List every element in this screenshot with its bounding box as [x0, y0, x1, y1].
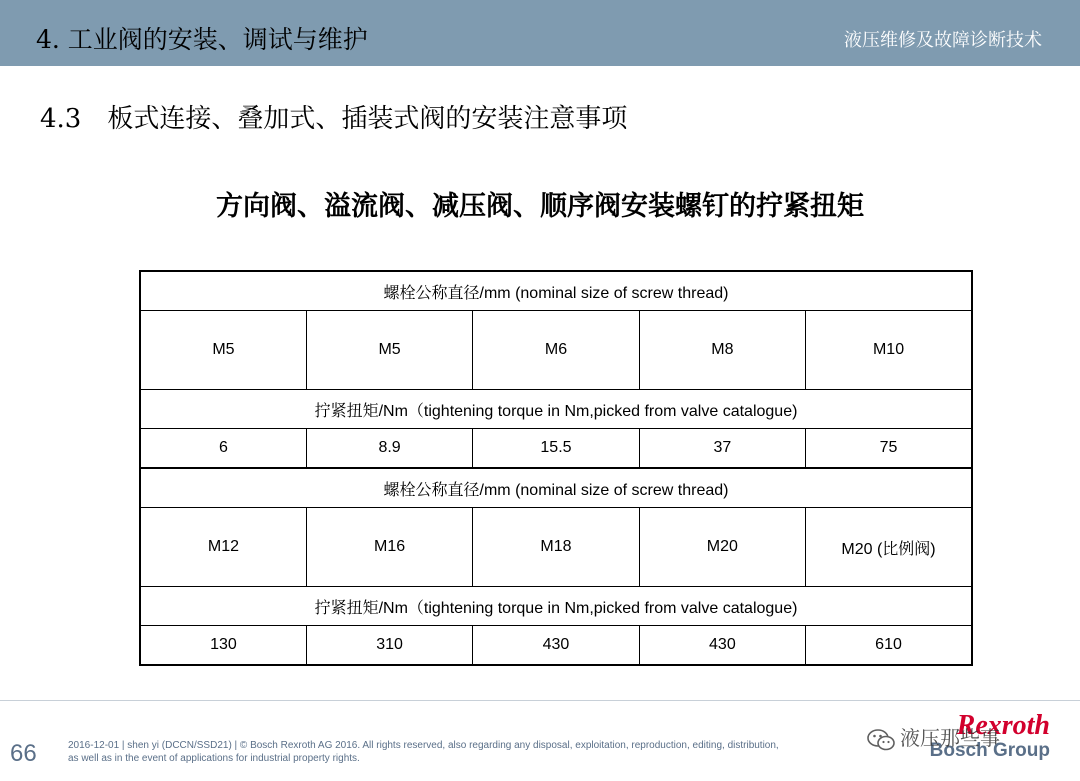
section-heading — [40, 98, 627, 135]
torque-cell: 6 — [140, 429, 306, 469]
torque-cell: 430 — [639, 626, 805, 666]
torque-cell: 37 — [639, 429, 805, 469]
brand-bosch-group: Bosch Group — [929, 740, 1050, 761]
footer-divider — [0, 700, 1080, 701]
watermark-text: 液压那些事 — [900, 726, 1000, 750]
table-row — [140, 311, 972, 390]
table-row — [140, 468, 972, 508]
table-row — [140, 587, 972, 626]
torque-cell: 310 — [306, 626, 472, 666]
footer-line-1: 2016-12-01 | shen yi (DCCN/SSD21) | © Bosch Rexroth AG 2016. All rights reserved, also regarding any disposal, exploitation, reproduction, editing, distribution, — [68, 740, 779, 751]
size-header-cell: 螺栓公称直径/mm (nominal size of screw thread) — [140, 271, 972, 311]
table-row — [140, 271, 972, 311]
size-cell: M20 — [639, 508, 805, 587]
section-title: 板式连接、叠加式、插装式阀的安装注意事项 — [107, 104, 628, 134]
size-header-cell: 螺栓公称直径/mm (nominal size of screw thread) — [140, 468, 972, 508]
slide-title: 方向阀、溢流阀、减压阀、顺序阀安装螺钉的拧紧扭矩 — [216, 191, 864, 222]
size-cell: M12 — [140, 508, 306, 587]
page-number: 66 — [10, 740, 37, 767]
torque-cell: 15.5 — [473, 429, 639, 469]
footer-line-2: as well as in the event of applications for industrial property rights. — [68, 753, 360, 764]
table-row — [140, 390, 972, 429]
size-cell: M18 — [473, 508, 639, 587]
size-cell: M5 — [140, 311, 306, 390]
size-cell: M8 — [639, 311, 805, 390]
wechat-icon — [866, 728, 896, 752]
torque-cell: 130 — [140, 626, 306, 666]
size-cell: M6 — [473, 311, 639, 390]
brand-rexroth: Rexroth — [956, 710, 1050, 741]
torque-cell: 8.9 — [306, 429, 472, 469]
header-bar — [0, 0, 1080, 66]
torque-table — [139, 270, 973, 666]
torque-cell: 430 — [473, 626, 639, 666]
torque-cell: 75 — [806, 429, 972, 469]
table-row — [140, 626, 972, 666]
size-cell: M5 — [306, 311, 472, 390]
torque-header-cell: 拧紧扭矩/Nm（tightening torque in Nm,picked from valve catalogue) — [140, 587, 972, 626]
size-cell: M20 (比例阀) — [806, 508, 972, 587]
torque-header-cell: 拧紧扭矩/Nm（tightening torque in Nm,picked from valve catalogue) — [140, 390, 972, 429]
section-number: 4.3 — [40, 104, 82, 134]
header-title: 4. 工业阀的安装、调试与维护 — [36, 25, 368, 54]
table-row — [140, 429, 972, 469]
watermark — [866, 722, 1000, 752]
table-row — [140, 508, 972, 587]
size-cell: M16 — [306, 508, 472, 587]
header-course-title: 液压维修及故障诊断技术 — [844, 30, 1042, 51]
size-cell: M10 — [806, 311, 972, 390]
torque-cell: 610 — [806, 626, 972, 666]
footer-copyright — [68, 739, 779, 765]
